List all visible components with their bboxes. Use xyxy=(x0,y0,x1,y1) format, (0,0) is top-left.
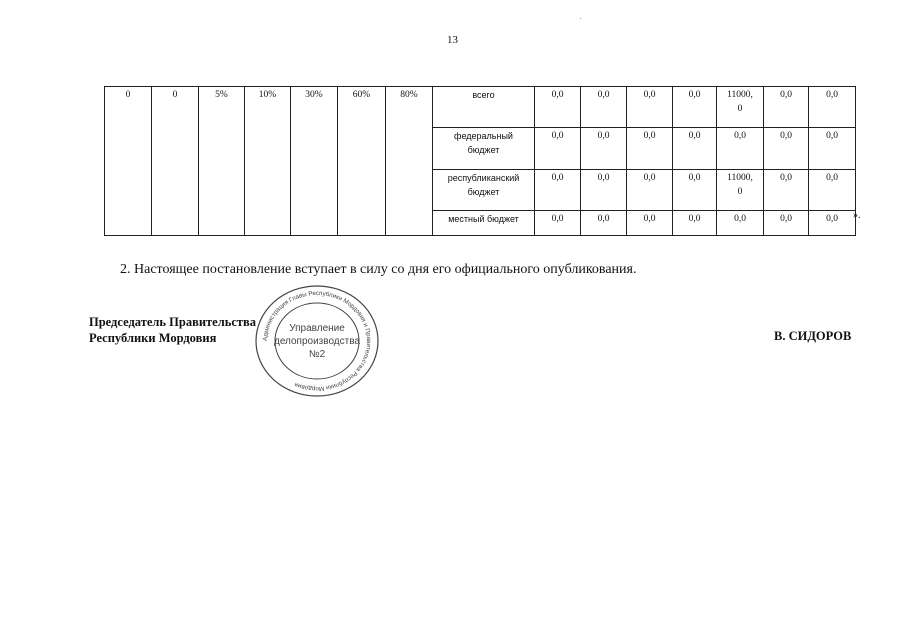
funding-value-cell: 0,0 xyxy=(581,210,627,235)
indicator-value-cell: 10% xyxy=(245,87,291,236)
indicator-value-cell: 60% xyxy=(338,87,386,236)
stamp-line-3: №2 xyxy=(308,349,326,360)
funding-value-cell: 0,0 xyxy=(535,169,581,210)
funding-value-cell: 0,0 xyxy=(809,169,856,210)
indicator-value-cell: 5% xyxy=(199,87,245,236)
funding-value-cell: 0,0 xyxy=(764,169,809,210)
funding-value-cell: 0,0 xyxy=(673,87,717,128)
funding-value-cell: 0,0 xyxy=(809,87,856,128)
funding-value-cell: 0,0 xyxy=(535,128,581,169)
funding-value-cell: 11000, 0 xyxy=(717,169,764,210)
funding-value-cell: 0,0 xyxy=(764,210,809,235)
funding-value-cell: 0,0 xyxy=(717,210,764,235)
closing-quote: ». xyxy=(853,210,861,221)
funding-value-cell: 0,0 xyxy=(673,128,717,169)
funding-value-cell: 0,0 xyxy=(535,87,581,128)
indicator-value-cell: 30% xyxy=(291,87,338,236)
funding-value-cell: 0,0 xyxy=(809,210,856,235)
funding-value-cell: 0,0 xyxy=(717,128,764,169)
indicator-value-cell: 0 xyxy=(152,87,199,236)
funding-value-cell: 0,0 xyxy=(627,169,673,210)
signer-name: В. СИДОРОВ xyxy=(774,329,852,343)
scan-speck xyxy=(580,18,581,19)
budget-table xyxy=(104,86,856,236)
funding-value-cell: 0,0 xyxy=(809,128,856,169)
funding-value-cell: 0,0 xyxy=(673,169,717,210)
stamp-line-2: делопроизводства xyxy=(273,336,361,347)
signer-title-line-2: Республики Мордовия xyxy=(89,331,217,345)
funding-value-cell: 11000, 0 xyxy=(717,87,764,128)
funding-value-cell: 0,0 xyxy=(627,210,673,235)
funding-value-cell: 0,0 xyxy=(535,210,581,235)
signer-title-line-1: Председатель Правительства xyxy=(89,315,257,329)
funding-value-cell: 0,0 xyxy=(627,87,673,128)
funding-value-cell: 0,0 xyxy=(764,128,809,169)
official-stamp xyxy=(254,284,380,398)
funding-value-cell: 0,0 xyxy=(764,87,809,128)
signer-title xyxy=(89,314,256,346)
funding-value-cell: 0,0 xyxy=(581,128,627,169)
stamp-ring-text: Администрация Главы Республики Мордовия и Правительства Республики Мордовия xyxy=(261,289,373,393)
table-row xyxy=(105,87,856,128)
indicator-value-cell: 0 xyxy=(105,87,152,236)
clause-2: 2. Настоящее постановление вступает в силу со дня его официального опубликования. xyxy=(120,262,637,277)
page-number: 13 xyxy=(447,34,458,46)
indicator-value-cell: 80% xyxy=(386,87,433,236)
funding-source-label: местный бюджет xyxy=(433,210,535,235)
stamp-line-1: Управление xyxy=(289,323,345,334)
funding-value-cell: 0,0 xyxy=(673,210,717,235)
funding-value-cell: 0,0 xyxy=(581,169,627,210)
funding-source-label: республиканский бюджет xyxy=(433,169,535,210)
funding-value-cell: 0,0 xyxy=(581,87,627,128)
funding-source-label: всего xyxy=(433,87,535,128)
funding-value-cell: 0,0 xyxy=(627,128,673,169)
funding-source-label: федеральный бюджет xyxy=(433,128,535,169)
